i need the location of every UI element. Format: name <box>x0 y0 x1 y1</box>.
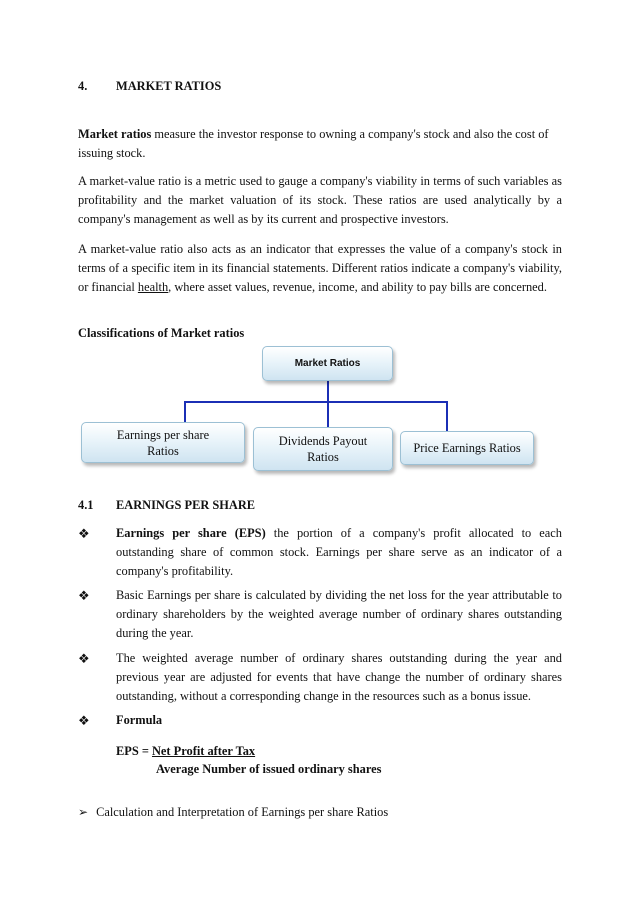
health-link[interactable]: health <box>137 280 169 294</box>
diagram-box-price-earnings <box>400 431 534 465</box>
paragraph-3-text-a: A market-value ratio also acts as an indicator that expresses the value of a company's stock in terms of a specific item in its financial statements. Different ratios indicate a company's viability, or financial <box>78 242 562 294</box>
arrow-bullet-icon: ➢ <box>78 805 89 819</box>
connector-root-stem <box>327 381 329 402</box>
classifications-heading: Classifications of Market ratios <box>78 326 245 340</box>
bullet-1-text: the portion of a company's profit allocated to each outstanding share of common stock. Earnings per share serve as an indicator of a company's profitability. <box>116 526 562 578</box>
section-title: MARKET RATIOS <box>116 79 222 93</box>
diagram-box-earnings-per-share <box>81 422 245 463</box>
connector-right-drop <box>446 401 448 431</box>
calculation-text: Calculation and Interpretation of Earnings per share Ratios <box>96 805 389 819</box>
paragraph-market-ratios <box>78 125 562 163</box>
diamond-bullet-icon: ❖ <box>78 713 90 728</box>
diagram-child-label-3: Price Earnings Ratios <box>413 441 521 455</box>
paragraph-indicator <box>78 240 562 297</box>
connector-horizontal <box>184 401 448 403</box>
section-number: 4. <box>78 79 88 93</box>
term-eps: Earnings per share (EPS) <box>116 526 266 540</box>
paragraph-3-text-b: , where asset values, revenue, income, and ability to pay bills are concerned. <box>168 280 547 294</box>
formula-numerator-row <box>116 742 255 761</box>
diamond-bullet-icon: ❖ <box>78 526 90 541</box>
diagram-box-dividends-payout <box>253 427 393 471</box>
connector-left-drop <box>184 401 186 423</box>
diagram-root-label: Market Ratios <box>294 357 361 369</box>
calculation-line <box>78 803 388 822</box>
term-market-ratios: Market ratios <box>78 127 152 141</box>
diamond-bullet-icon: ❖ <box>78 651 90 666</box>
diagram-root-box <box>262 346 393 381</box>
diamond-bullet-icon: ❖ <box>78 588 90 603</box>
formula-lhs: EPS = <box>116 744 152 758</box>
bullet-text <box>116 524 562 581</box>
diagram-child-label-2: Dividends Payout Ratios <box>278 434 368 464</box>
formula-numerator: Net Profit after Tax <box>151 744 256 758</box>
bullet-3-text: The weighted average number of ordinary shares outstanding during the year and previous year are adjusted for events that have change the number of ordinary shares outstanding, without a corresponding change in the resources such as a bonus issue. <box>116 651 562 703</box>
connector-middle-drop <box>327 401 329 427</box>
subsection-number: 4.1 <box>78 498 94 512</box>
paragraph-market-value-ratio: A market-value ratio is a metric used to gauge a company's viability in terms of such variables as profitability and the market valuation of its stock. These ratios are used analytically by a company's management as well as by its current and prospective investors. <box>78 174 562 226</box>
bullet-4-text: Formula <box>116 713 163 727</box>
diagram-child-label-1: Earnings per share Ratios <box>116 427 210 458</box>
formula-denominator: Average Number of issued ordinary shares <box>156 762 382 776</box>
bullet-2-text: Basic Earnings per share is calculated by dividing the net loss for the year attributable to ordinary shareholders by the weighted average number of ordinary shares outstanding during the year. <box>116 588 562 640</box>
paragraph-1-text: measure the investor response to owning a company's stock and also the cost of issuing stock. <box>78 127 549 160</box>
subsection-title: EARNINGS PER SHARE <box>116 498 256 512</box>
